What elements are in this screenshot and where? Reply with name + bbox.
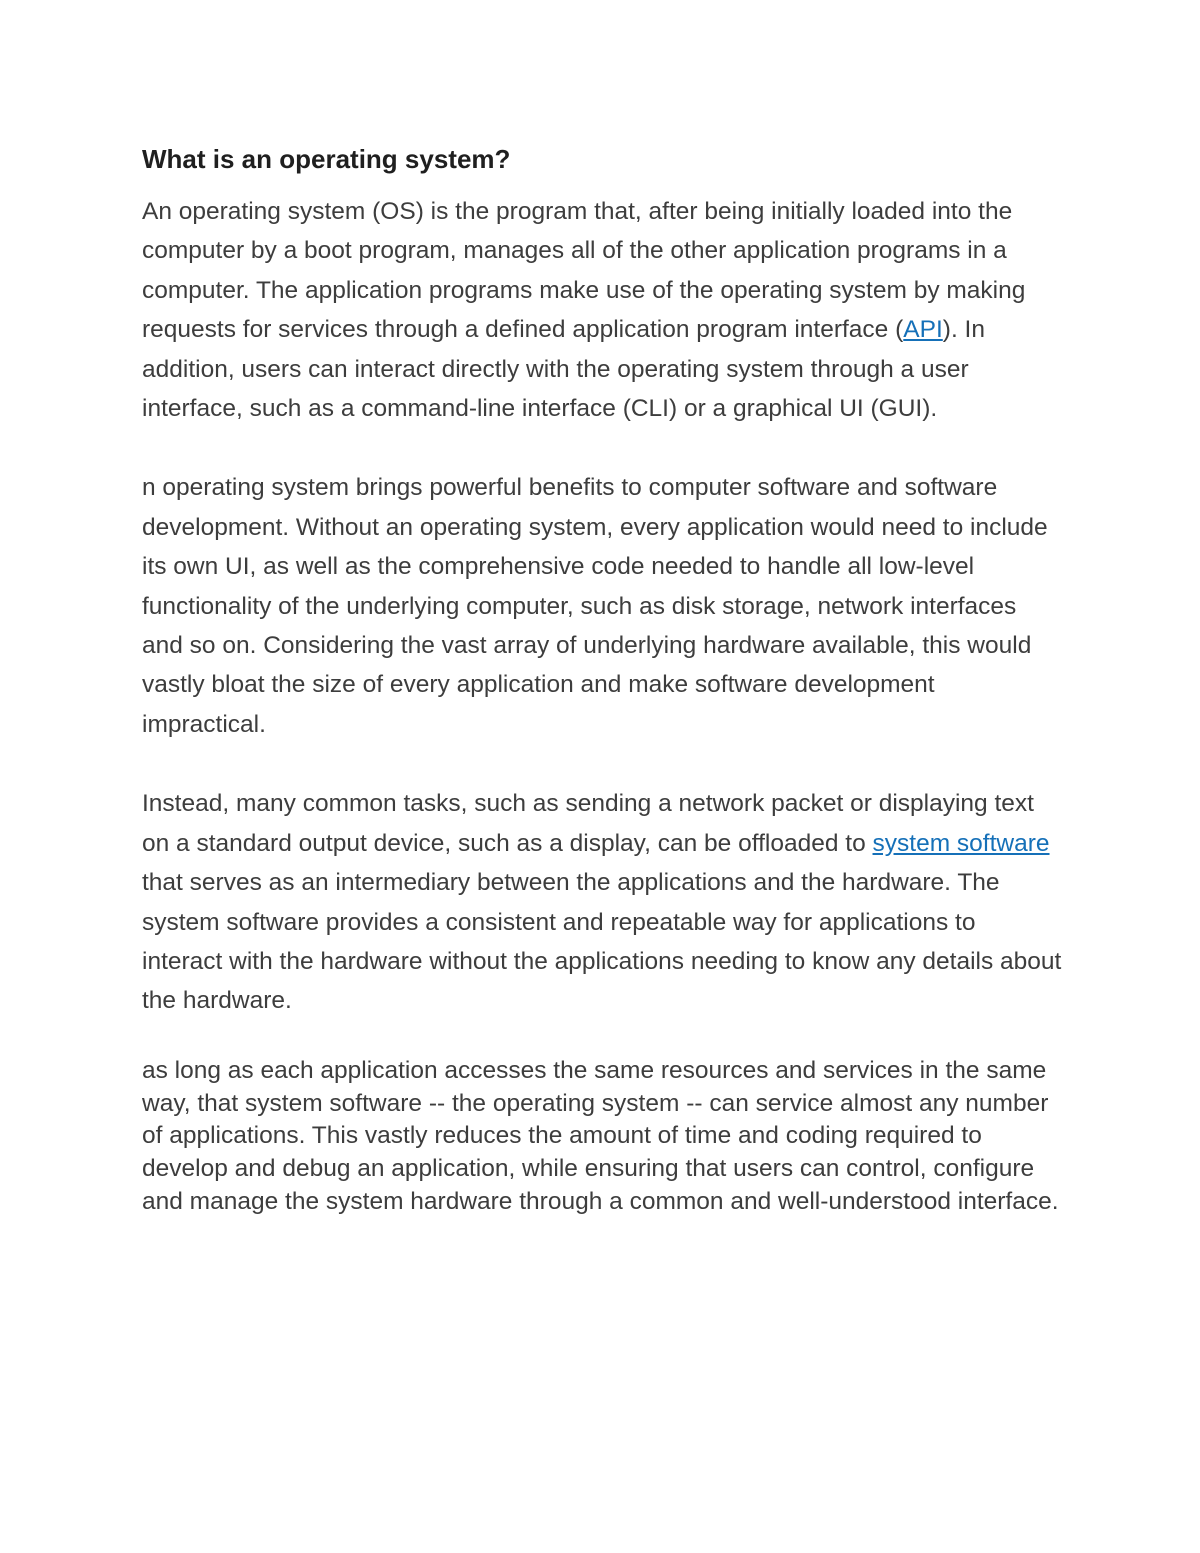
page-title: What is an operating system?: [142, 144, 511, 174]
system-software-link[interactable]: system software: [872, 829, 1050, 857]
paragraph-4: as long as each application accesses the same resources and services in the same way, that system software -- the operating system -- can service almost any number of applications. This vastly reduces the amount of time and coding required to develop and debug an application, while ensuring that users can control, configure and manage the system hardware through a common and well-understood interface.: [142, 1056, 1059, 1215]
api-link[interactable]: API: [903, 316, 943, 344]
paragraph-3-text-a: Instead, many common tasks, such as sending a network packet or displaying text on a standard output device, such as a display, can be offloaded to: [142, 790, 1034, 857]
paragraph-1: [142, 192, 1062, 428]
paragraph-3: [142, 784, 1062, 1020]
paragraph-1-text-b: ). In addition, users can interact directly with the operating system through a user interface, such as a command-line interface (CLI) or a graphical UI (GUI).: [142, 316, 985, 423]
document-body: [142, 140, 1062, 1253]
paragraph-1-text-a: An operating system (OS) is the program that, after being initially loaded into the computer by a boot program, manages all of the other application programs in a computer. The application programs make use of the operating system by making requests for services through a defined application program interface (: [142, 198, 1026, 344]
paragraph-2: n operating system brings powerful benefits to computer software and software development. Without an operating system, every application would need to include its own UI, as well as the comprehensive code needed to handle all low-level functionality of the underlying computer, such as disk storage, network interfaces and so on. Considering the vast array of underlying hardware available, this would vastly bloat the size of every application and make software development impractical.: [142, 474, 1048, 738]
paragraph-3-text-b: that serves as an intermediary between the applications and the hardware. The system software provides a consistent and repeatable way for applications to interact with the hardware without the applications needing to know any details about the hardware.: [142, 869, 1062, 1015]
